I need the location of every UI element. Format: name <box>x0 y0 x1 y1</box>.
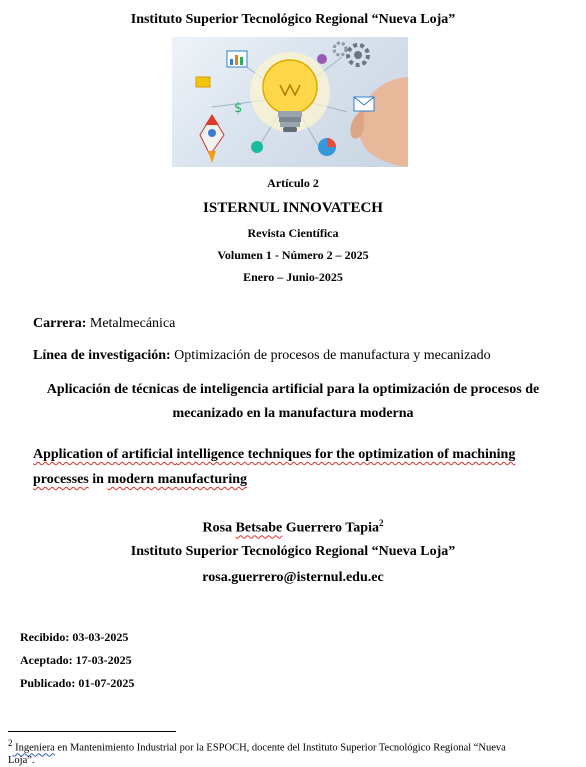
title-en-part: in <box>88 472 108 487</box>
journal-volume: Volumen 1 - Número 2 – 2025 <box>217 248 369 262</box>
institute-header: Instituto Superior Tecnológico Regional “Nueva Loja” <box>130 12 456 27</box>
research-line <box>33 348 491 364</box>
date-received: Recibido: 03-03-2025 <box>20 630 129 644</box>
career-label: Carrera: <box>33 316 87 331</box>
author-last: Guerrero Tapia <box>282 520 379 536</box>
journal-type: Revista Científica <box>247 226 339 240</box>
title-en-part: processes <box>33 472 89 487</box>
footnote-word: Ingeniera <box>12 742 55 754</box>
title-en-part: intelligence techniques for the optimization of machining <box>176 447 516 462</box>
author-email: rosa.guerrero@isternul.edu.ec <box>202 570 384 585</box>
career-value: Metalmecánica <box>86 316 176 331</box>
lightbulb-innovation-illustration <box>172 37 408 167</box>
title-en-part: Application of artificial <box>33 447 177 462</box>
author-first: Rosa <box>202 520 236 536</box>
author-institute: Instituto Superior Tecnológico Regional “Nueva Loja” <box>130 544 456 559</box>
article-number: Artículo 2 <box>267 176 319 190</box>
date-accepted: Aceptado: 17-03-2025 <box>20 653 132 667</box>
author-footnote-mark: 2 <box>378 518 384 528</box>
title-en-line2 <box>33 472 247 488</box>
title-es-line2: mecanizado en la manufactura moderna <box>172 406 414 421</box>
date-published: Publicado: 01-07-2025 <box>20 676 135 690</box>
footnote <box>8 737 568 767</box>
research-line-label: Línea de investigación: <box>33 348 171 363</box>
lightbulb-icon <box>172 37 408 167</box>
svg-text:$: $ <box>234 101 243 116</box>
title-es-line1: Aplicación de técnicas de inteligencia artificial para la optimización de procesos de <box>46 382 540 397</box>
footnote-separator <box>8 731 176 732</box>
title-en-part: modern manufacturing <box>107 472 248 487</box>
footnote-text-line2: Loja”. <box>8 754 35 766</box>
career-line <box>33 316 175 332</box>
author-name <box>0 518 586 537</box>
footnote-mark: 2 <box>8 738 13 748</box>
footnote-text: en Mantenimiento Industrial por la ESPOCH, docente del Instituto Superior Tecnológico Regional “Nueva <box>54 742 506 754</box>
title-en-line1 <box>33 447 515 463</box>
research-line-value: Optimización de procesos de manufactura y mecanizado <box>170 348 491 363</box>
author-middle: Betsabe <box>235 520 283 536</box>
journal-period: Enero – Junio-2025 <box>243 270 343 284</box>
journal-name: ISTERNUL INNOVATECH <box>203 200 383 216</box>
